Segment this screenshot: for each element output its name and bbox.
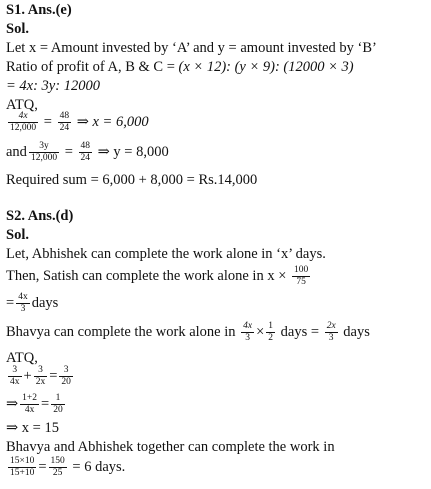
fraction: $\frac{4x}{3}$ bbox=[243, 321, 253, 343]
s1-ratio-simplified: = 4x: 3y: 12000 bbox=[6, 78, 100, 94]
fraction: $\frac{1}{2}$ bbox=[268, 321, 274, 343]
s1-result-y: y = 8,000 bbox=[113, 143, 169, 160]
s1-equation-y: and $\frac{3y}{12,000}$ = $\frac{48}{24}$ ⇒ y = 8,000 bbox=[6, 141, 169, 163]
fraction: $\frac{15\times 10}{15+10}$ bbox=[10, 456, 35, 478]
s1-sol-label: Sol. bbox=[6, 21, 29, 37]
s1-line-let: Let x = Amount invested by ‘A’ and y = amount invested by ‘B’ bbox=[6, 40, 377, 56]
s2-atq: ATQ, bbox=[6, 350, 38, 366]
s2-satish-days: = $\frac{4x}{3}$ days bbox=[6, 292, 59, 314]
fraction: $\frac{1}{20}$ bbox=[53, 393, 63, 415]
fraction: $\frac{4x}{3}$ bbox=[18, 292, 28, 314]
fraction: $\frac{4x}{12,000}$ bbox=[10, 111, 37, 133]
s2-final-line: $\frac{15\times 10}{15+10}$ = $\frac{150}{25}$ = 6 days. bbox=[10, 456, 126, 478]
fraction: $\frac{2x}{3}$ bbox=[326, 321, 336, 343]
s1-ratio-label: Ratio of profit of A, B & C = bbox=[6, 59, 179, 75]
fraction: $\frac{3}{2x}$ bbox=[35, 365, 46, 387]
s2-heading: S2. Ans.(d) bbox=[6, 208, 74, 224]
s1-equation-x: $\frac{4x}{12,000}$ = $\frac{48}{24}$ ⇒ x = 6,000 bbox=[10, 111, 149, 133]
s2-equation-sum: $\frac{3}{4x}$ + $\frac{3}{2x}$ = $\frac{3}{20}$ bbox=[10, 365, 71, 387]
s2-together-line: Bhavya and Abhishek together can complete the work in bbox=[6, 439, 335, 455]
fraction: $\frac{150}{25}$ bbox=[50, 456, 65, 478]
implies-symbol: ⇒ bbox=[97, 143, 110, 160]
implies-symbol: ⇒ bbox=[6, 395, 19, 412]
s2-equation-simplified: ⇒ $\frac{1+2}{4x}$ = $\frac{1}{20}$ bbox=[6, 393, 63, 415]
fraction: $\frac{3}{20}$ bbox=[61, 365, 71, 387]
s1-heading: S1. Ans.(e) bbox=[6, 2, 72, 18]
fraction: $\frac{3}{4x}$ bbox=[10, 365, 20, 387]
fraction: $\frac{100}{75}$ bbox=[294, 265, 309, 287]
s2-final-answer: = 6 days. bbox=[72, 458, 126, 475]
s1-ratio-line bbox=[6, 58, 354, 76]
fraction: $\frac{1+2}{4x}$ bbox=[22, 393, 38, 415]
s2-line-let: Let, Abhishek can complete the work alone in ‘x’ days. bbox=[6, 246, 326, 262]
s1-required-sum: Required sum = 6,000 + 8,000 = Rs.14,000 bbox=[6, 172, 258, 188]
s1-ratio-expr: (x × 12): (y × 9): (12000 × 3) bbox=[178, 59, 354, 75]
s2-satish-line: Then, Satish can complete the work alone in x × $\frac{100}{75}$ bbox=[6, 265, 309, 287]
fraction: $\frac{3y}{12,000}$ bbox=[30, 141, 58, 163]
s2-sol-label: Sol. bbox=[6, 227, 29, 243]
fraction: $\frac{48}{24}$ bbox=[59, 111, 70, 133]
s1-result-x: x = 6,000 bbox=[92, 113, 149, 130]
s1-atq: ATQ, bbox=[6, 97, 38, 113]
fraction: $\frac{48}{24}$ bbox=[80, 141, 90, 163]
s2-bhavya-line: Bhavya can complete the work alone in $\frac{4x}{3}$ × $\frac{1}{2}$ days = $\frac{2x}{3}$ days bbox=[6, 321, 370, 343]
implies-symbol: ⇒ bbox=[76, 113, 89, 130]
s2-result-x: ⇒ x = 15 bbox=[6, 420, 59, 436]
